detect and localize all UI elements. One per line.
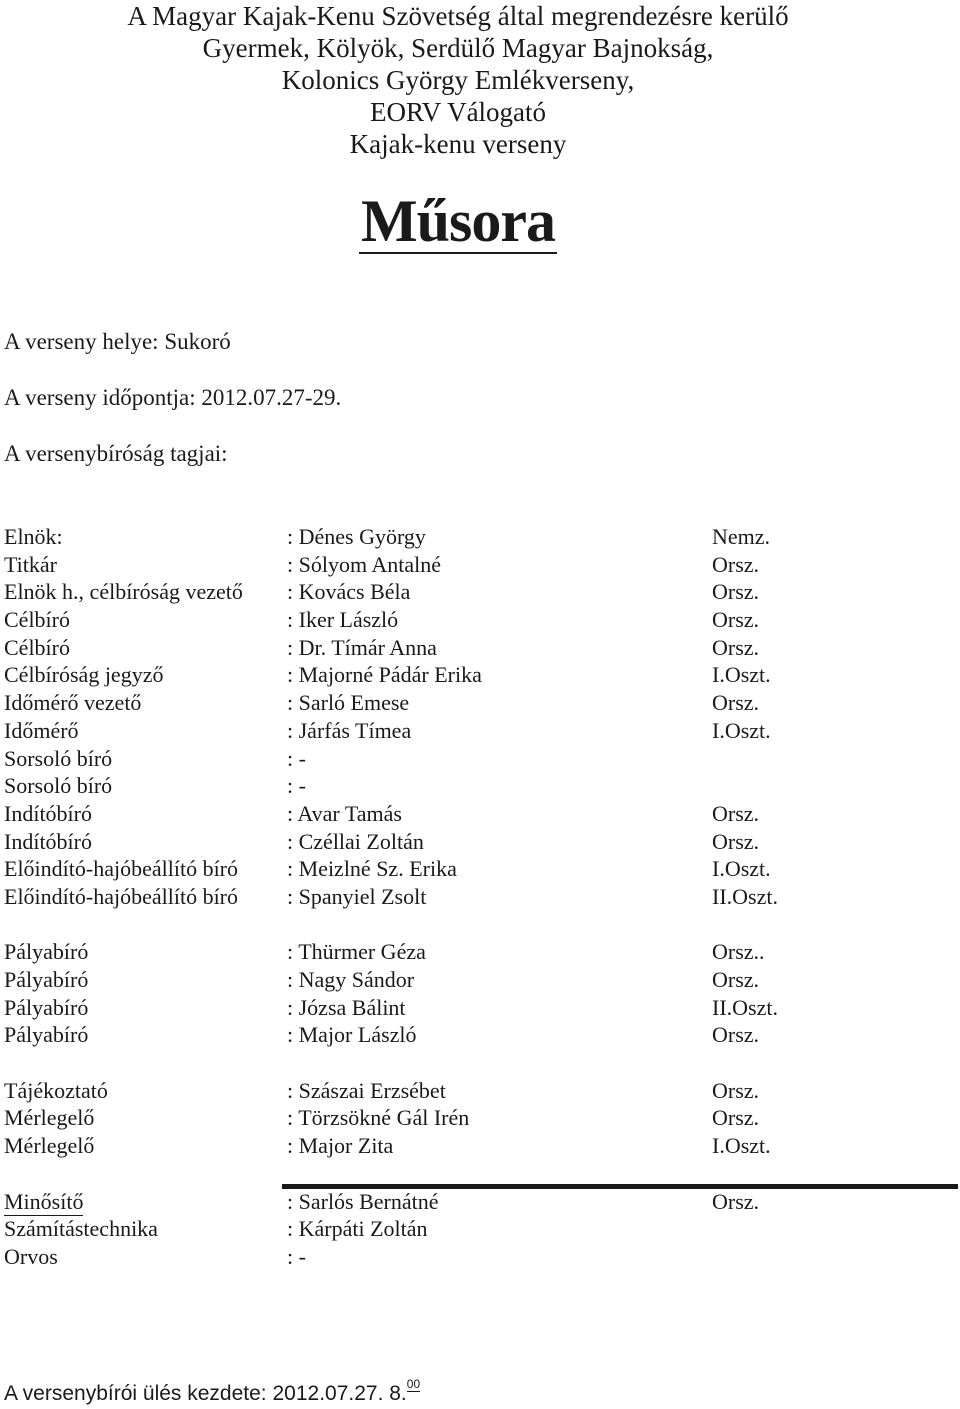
jury-role: Pályabíró — [4, 1022, 89, 1048]
jury-role: Minősítő — [4, 1188, 83, 1217]
header-line-2: Gyermek, Kölyök, Serdülő Magyar Bajnokság, — [202, 33, 714, 63]
jury-name: : - — [287, 1243, 306, 1269]
jury-role: Sorsoló bíró — [4, 773, 113, 799]
jury-row — [4, 606, 944, 634]
jury-role: Tájékoztató — [4, 1077, 108, 1103]
jury-class: II.Oszt. — [712, 883, 778, 909]
group-spacer — [4, 911, 944, 939]
jury-role: Pályabíró — [4, 967, 89, 992]
jury-name: : Avar Tamás — [287, 800, 402, 826]
jury-role: Számítástechnika — [4, 1216, 158, 1242]
jury-role: Elnök: — [4, 524, 63, 549]
jury-name: : Sarlós Bernátné — [287, 1188, 439, 1214]
jury-class: Nemz. — [712, 524, 771, 549]
jury-class: Orsz. — [712, 828, 760, 854]
jury-row — [4, 551, 944, 579]
jury-class: Orsz. — [712, 800, 760, 826]
jury-role: Előindító-hajóbeállító bíró — [4, 856, 239, 882]
jury-row — [4, 1104, 944, 1132]
jury-role: Mérlegelő — [4, 1105, 95, 1131]
jury-class: Orsz.. — [712, 939, 765, 965]
jury-name: : Majorné Pádár Erika — [287, 662, 482, 688]
header-line-4: EORV Válogató — [369, 97, 547, 127]
jury-name: : Dénes György — [287, 524, 426, 549]
jury-row — [4, 661, 944, 689]
jury-name: : Major Zita — [287, 1133, 394, 1159]
jury-row — [4, 1243, 944, 1271]
jury-name: : Iker László — [287, 607, 399, 633]
jury-role: Célbíró — [4, 634, 70, 660]
jury-class: I.Oszt. — [712, 717, 771, 743]
jury-name: : Kárpáti Zoltán — [287, 1216, 428, 1242]
jury-row — [4, 523, 944, 551]
header-line-1: A Magyar Kajak-Kenu Szövetség által megrendezésre kerülő — [127, 1, 789, 31]
jury-row — [4, 689, 944, 717]
jury-role: Pályabíró — [4, 994, 89, 1020]
jury-role: Orvos — [4, 1243, 58, 1269]
jury-row — [4, 855, 944, 883]
jury-name: : Czéllai Zoltán — [287, 828, 424, 854]
jury-row — [4, 1188, 944, 1216]
jury-row — [4, 938, 944, 966]
meeting-start-text: A versenybírói ülés kezdete: 2012.07.27. 8. — [4, 1382, 407, 1405]
jury-name: : Spanyiel Zsolt — [287, 883, 427, 909]
jury-role: Célbíróság jegyző — [4, 662, 164, 688]
jury-row — [4, 1132, 944, 1160]
jury-row — [4, 800, 944, 828]
header-line-3: Kolonics György Emlékverseny, — [281, 65, 635, 95]
jury-name: : - — [287, 745, 306, 771]
jury-role: Mérlegelő — [4, 1133, 95, 1159]
jury-row — [4, 717, 944, 745]
jury-role: Titkár — [4, 551, 57, 577]
jury-row — [4, 1077, 944, 1105]
jury-role: Pályabíró — [4, 939, 89, 965]
jury-class: Orsz. — [712, 607, 760, 633]
jury-class: Orsz. — [712, 967, 760, 992]
jury-name: : Járfás Tímea — [287, 717, 412, 743]
jury-role: Időmérő vezető — [4, 690, 142, 716]
page-title: Műsora — [361, 188, 555, 254]
jury-name: : - — [287, 773, 306, 799]
jury-class: Orsz. — [712, 690, 760, 716]
jury-row — [4, 994, 944, 1022]
jury-role: Előindító-hajóbeállító bíró — [4, 883, 239, 909]
jury-row — [4, 883, 944, 911]
jury-class: Orsz. — [712, 551, 760, 577]
jury-name: : Kovács Béla — [287, 579, 411, 605]
jury-class: Orsz. — [712, 579, 760, 605]
jury-class: Orsz. — [712, 1077, 760, 1103]
jury-row — [4, 745, 944, 773]
jury-name: : Thürmer Géza — [287, 939, 426, 965]
jury-class: I.Oszt. — [712, 856, 771, 882]
jury-role: Indítóbíró — [4, 800, 92, 826]
jury-role: Elnök h., célbíróság vezető — [4, 579, 243, 605]
jury-row — [4, 772, 944, 800]
meeting-start-minutes: 00 — [406, 1377, 421, 1391]
jury-name: : Dr. Tímár Anna — [287, 634, 437, 660]
jury-class: Orsz. — [712, 1022, 760, 1048]
meeting-start — [4, 1377, 421, 1408]
jury-role: Célbíró — [4, 607, 70, 633]
group-spacer — [4, 1049, 944, 1077]
jury-row — [4, 1215, 944, 1243]
jury-role: Sorsoló bíró — [4, 745, 113, 771]
jury-name: : Törzsökné Gál Irén — [287, 1105, 470, 1131]
jury-row — [4, 634, 944, 662]
jury-row — [4, 966, 944, 994]
jury-name: : Nagy Sándor — [287, 967, 415, 992]
jury-class: I.Oszt. — [712, 1133, 771, 1159]
jury-name: : Józsa Bálint — [287, 994, 406, 1020]
location-line: A verseny helye: Sukoró — [4, 329, 231, 354]
jury-name: : Major László — [287, 1022, 417, 1048]
jury-role: Indítóbíró — [4, 828, 92, 854]
jury-role: Időmérő — [4, 717, 79, 743]
jury-row — [4, 828, 944, 856]
date-line: A verseny időpontja: 2012.07.27-29. — [4, 385, 342, 410]
jury-class: I.Oszt. — [712, 662, 771, 688]
jury-class: Orsz. — [712, 1105, 760, 1131]
page-title-wrapper — [0, 190, 916, 254]
document-header — [0, 0, 916, 160]
jury-row — [4, 578, 944, 606]
divider-line — [282, 1184, 958, 1189]
jury-row — [4, 1021, 944, 1049]
jury-class: II.Oszt. — [712, 994, 778, 1020]
jury-name: : Sarló Emese — [287, 690, 410, 716]
jury-class: Orsz. — [712, 634, 760, 660]
jury-name: : Sólyom Antalné — [287, 551, 441, 577]
jury-name: : Meizlné Sz. Erika — [287, 856, 457, 882]
jury-list — [4, 523, 944, 1271]
header-line-5: Kajak-kenu verseny — [349, 129, 567, 159]
jury-name: : Szászai Erzsébet — [287, 1077, 446, 1103]
jury-class: Orsz. — [712, 1188, 760, 1214]
jury-heading: A versenybíróság tagjai: — [4, 441, 228, 466]
